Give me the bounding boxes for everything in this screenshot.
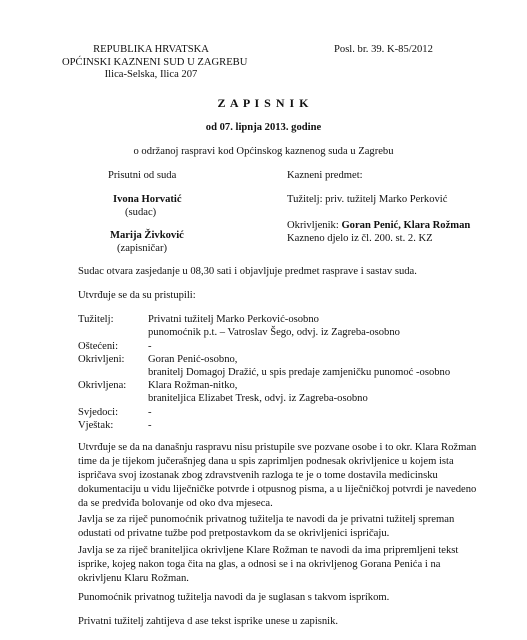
party-detail: braniteljica Elizabet Tresk, odvj. iz Zagreba-osobno	[148, 393, 368, 404]
paragraph-line: okrivljenu Klaru Rožman.	[78, 573, 189, 584]
judge-name: Ivona Horvatić	[113, 194, 182, 205]
document-title: Z A P I S N I K	[217, 96, 310, 110]
judge-role: (sudac)	[125, 207, 157, 218]
paragraph-line: Javlja se za riječ punomoćnik privatnog tužitelja te navodi da je privatni tužitelj spreman	[78, 514, 455, 525]
paragraph-line: Privatni tužitelj zahtijeva d ase tekst isprike unese u zapisnik.	[78, 616, 339, 627]
party-detail: branitelj Domagoj Dražić, u spis predaje zamjeničku punomoć -osobno	[148, 367, 451, 378]
defendant-line	[287, 220, 470, 233]
paragraph-line: time da je tijekom jučerašnjeg dana u spis zaprimljen podnesak okrivljenice u kojem ista	[78, 456, 454, 467]
document-date: od 07. lipnja 2013. godine	[205, 122, 322, 133]
document-subtitle: o održanoj raspravi kod Općinskog kaznenog suda u Zagrebu	[133, 146, 394, 157]
court-line: OPĆINSKI KAZNENI SUD U ZAGREBU	[62, 56, 248, 68]
prosecutor-line: Tužitelj: priv. tužitelj Marko Perković	[287, 194, 448, 205]
paragraph-line: isprike, kojeg nakon toga čita na glas, a odnosi se i na okrivljenog Gorana Penića i na	[78, 559, 441, 570]
paragraph-line: odustati od privatne tužbe pod pretpostavkom da se okrivljenici ispričaju.	[78, 528, 390, 539]
party-label: Oštećeni:	[78, 341, 119, 352]
clerk-name: Marija Živković	[110, 230, 184, 241]
party-detail: punomoćnik p.t. – Vatroslav Šego, odvj. iz Zagreba-osobno	[148, 327, 400, 338]
paragraph-line: da se predviđa bolovanje od oko dva mjeseca.	[78, 498, 273, 509]
party-detail: -	[148, 420, 152, 431]
party-detail: Goran Penić-osobno,	[148, 354, 238, 365]
paragraph-line: ispričava svoj izostanak zbog zdravstvenih razloga te je o tome dostavila medicinsku	[78, 470, 438, 481]
court-line: Ilica-Selska, Ilica 207	[104, 69, 198, 81]
party-label: Okrivljena:	[78, 380, 127, 391]
defendant-names: Goran Penić, Klara Rožman	[341, 220, 471, 231]
party-label: Okrivljeni:	[78, 354, 125, 365]
present-label: Prisutni od suda	[108, 170, 177, 181]
paragraph-line: dokumentaciju u vidu liječničke potvrde i otpusnog pisma, a u liječničkoj potvrdi je navedeno	[78, 484, 477, 495]
party-label: Vještak:	[78, 420, 114, 431]
paragraph-line: Punomoćnik privatnog tužitelja navodi da je suglasan s takvom ispríkom.	[78, 592, 390, 603]
offense-line: Kazneno djelo iz čl. 200. st. 2. KZ	[287, 233, 433, 244]
party-label: Svjedoci:	[78, 407, 119, 418]
defendant-label: Okrivljenik:	[287, 220, 342, 231]
court-line: REPUBLIKA HRVATSKA	[93, 44, 209, 55]
present-intro: Utvrđuje se da su pristupili:	[78, 290, 196, 301]
paragraph-line: Javlja se za riječ braniteljica okrivljene Klare Rožman te navodi da ima pripremljeni tekst	[78, 545, 459, 556]
clerk-role: (zapisničar)	[117, 243, 167, 254]
court-header	[62, 44, 248, 82]
party-label: Tužitelj:	[78, 314, 114, 325]
party-detail: Privatni tužitelj Marko Perković-osobno	[148, 314, 319, 325]
case-number: Posl. br. 39. K-85/2012	[334, 44, 433, 55]
paragraph-line: Utvrđuje se da na današnju raspravu nisu pristupile sve pozvane osobe i to okr. Klara Rožman	[78, 442, 477, 453]
party-detail: Klara Rožman-nitko,	[148, 380, 238, 391]
opening-statement: Sudac otvara zasjedanje u 08,30 sati i objavljuje predmet rasprave i sastav suda.	[78, 266, 417, 277]
party-detail: -	[148, 341, 152, 352]
party-detail: -	[148, 407, 152, 418]
subject-label: Kazneni predmet:	[287, 170, 363, 181]
